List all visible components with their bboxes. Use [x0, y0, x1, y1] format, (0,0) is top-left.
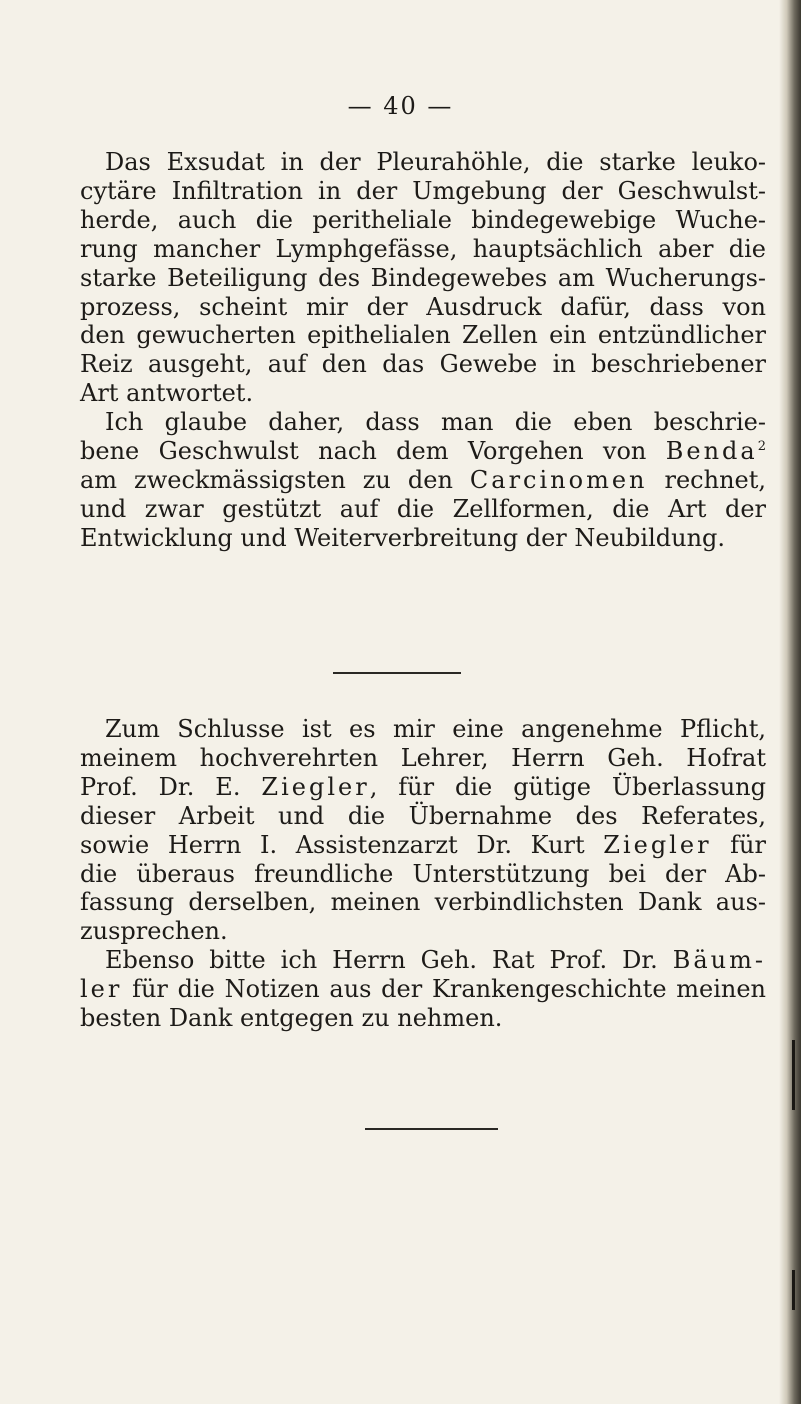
binding-mark: [792, 1040, 795, 1110]
text-line: starke Beteiligung des Bindegewebes am Wucherungs-: [80, 263, 766, 292]
text-span: Prof. Dr. E.: [80, 772, 262, 801]
text-line: cytäre Infiltration in der Umgebung der Geschwulst-: [80, 176, 766, 205]
text-line: Reiz ausgeht, auf den das Gewebe in beschriebener: [80, 350, 766, 379]
text-line: den gewucherten epithelialen Zellen ein entzündlicher: [80, 321, 766, 350]
section-divider: [333, 672, 461, 674]
text-line: [80, 975, 766, 1004]
text-line: Zum Schlusse ist es mir eine angenehme Pflicht,: [105, 715, 766, 743]
text-span: für: [711, 830, 766, 859]
text-span: für die Notizen aus der Krankengeschichte meinen: [122, 974, 766, 1003]
text-span: am zweckmässigsten zu den: [80, 465, 470, 494]
text-line: fassung derselben, meinen verbindlichsten Dank aus-: [80, 888, 766, 917]
text-line: Das Exsudat in der Pleurahöhle, die starke leuko-: [105, 148, 766, 176]
paragraph-thanks: [80, 946, 766, 1033]
text-line: und zwar gestützt auf die Zellformen, die Art der: [80, 494, 766, 523]
text-line: zusprechen.: [80, 917, 228, 946]
text-line: Entwicklung und Weiterverbreitung der Neubildung.: [80, 523, 726, 552]
text-line: rung mancher Lymphgefässe, hauptsächlich aber die: [80, 234, 766, 263]
paragraph-acknowledgement: [80, 715, 766, 946]
text-line: prozess, scheint mir der Ausdruck dafür, dass von: [80, 292, 766, 321]
text-line: [80, 773, 766, 802]
author-name-ziegler: Ziegler: [261, 772, 370, 801]
text-line: herde, auch die peritheliale bindegewebige Wuche-: [80, 205, 766, 234]
author-name-baeumler: Bäum-: [672, 946, 766, 974]
text-span: rechnet,: [647, 465, 766, 494]
text-line: Art antwortet.: [80, 379, 254, 408]
footnote-marker: 2: [757, 438, 766, 454]
text-span: bene Geschwulst nach dem Vorgehen von: [80, 436, 666, 465]
text-line: Ich glaube daher, dass man die eben beschrie-: [105, 408, 766, 436]
paragraph-exsudat: [80, 148, 766, 408]
text-line: [80, 437, 766, 466]
page-binding-edge: [779, 0, 801, 1404]
author-name-benda: Benda: [665, 436, 758, 465]
text-line: [80, 466, 766, 495]
binding-mark: [792, 1270, 795, 1310]
text-span: , für die gütige Überlassung: [369, 772, 766, 801]
text-span: Ebenso bitte ich Herrn Geh. Rat Prof. Dr.: [105, 946, 673, 974]
page-number: — 40 —: [347, 92, 454, 120]
text-span: sowie Herrn I. Assistenzarzt Dr. Kurt: [80, 830, 604, 859]
text-line: meinem hochverehrten Lehrer, Herrn Geh. Hofrat: [80, 743, 766, 772]
text-line: dieser Arbeit und die Übernahme des Referates,: [80, 801, 766, 830]
emphasis-carcinomen: Carcinomen: [469, 465, 648, 494]
text-line: [80, 946, 766, 975]
section-divider: [365, 1128, 498, 1130]
paragraph-conclusion: [80, 408, 766, 553]
text-line: besten Dank entgegen zu nehmen.: [80, 1003, 503, 1032]
text-line: [80, 831, 766, 860]
author-name-baeumler-cont: ler: [80, 974, 123, 1003]
author-name-kurt-ziegler: Ziegler: [603, 830, 712, 859]
text-line: die überaus freundliche Unterstützung bei der Ab-: [80, 859, 766, 888]
